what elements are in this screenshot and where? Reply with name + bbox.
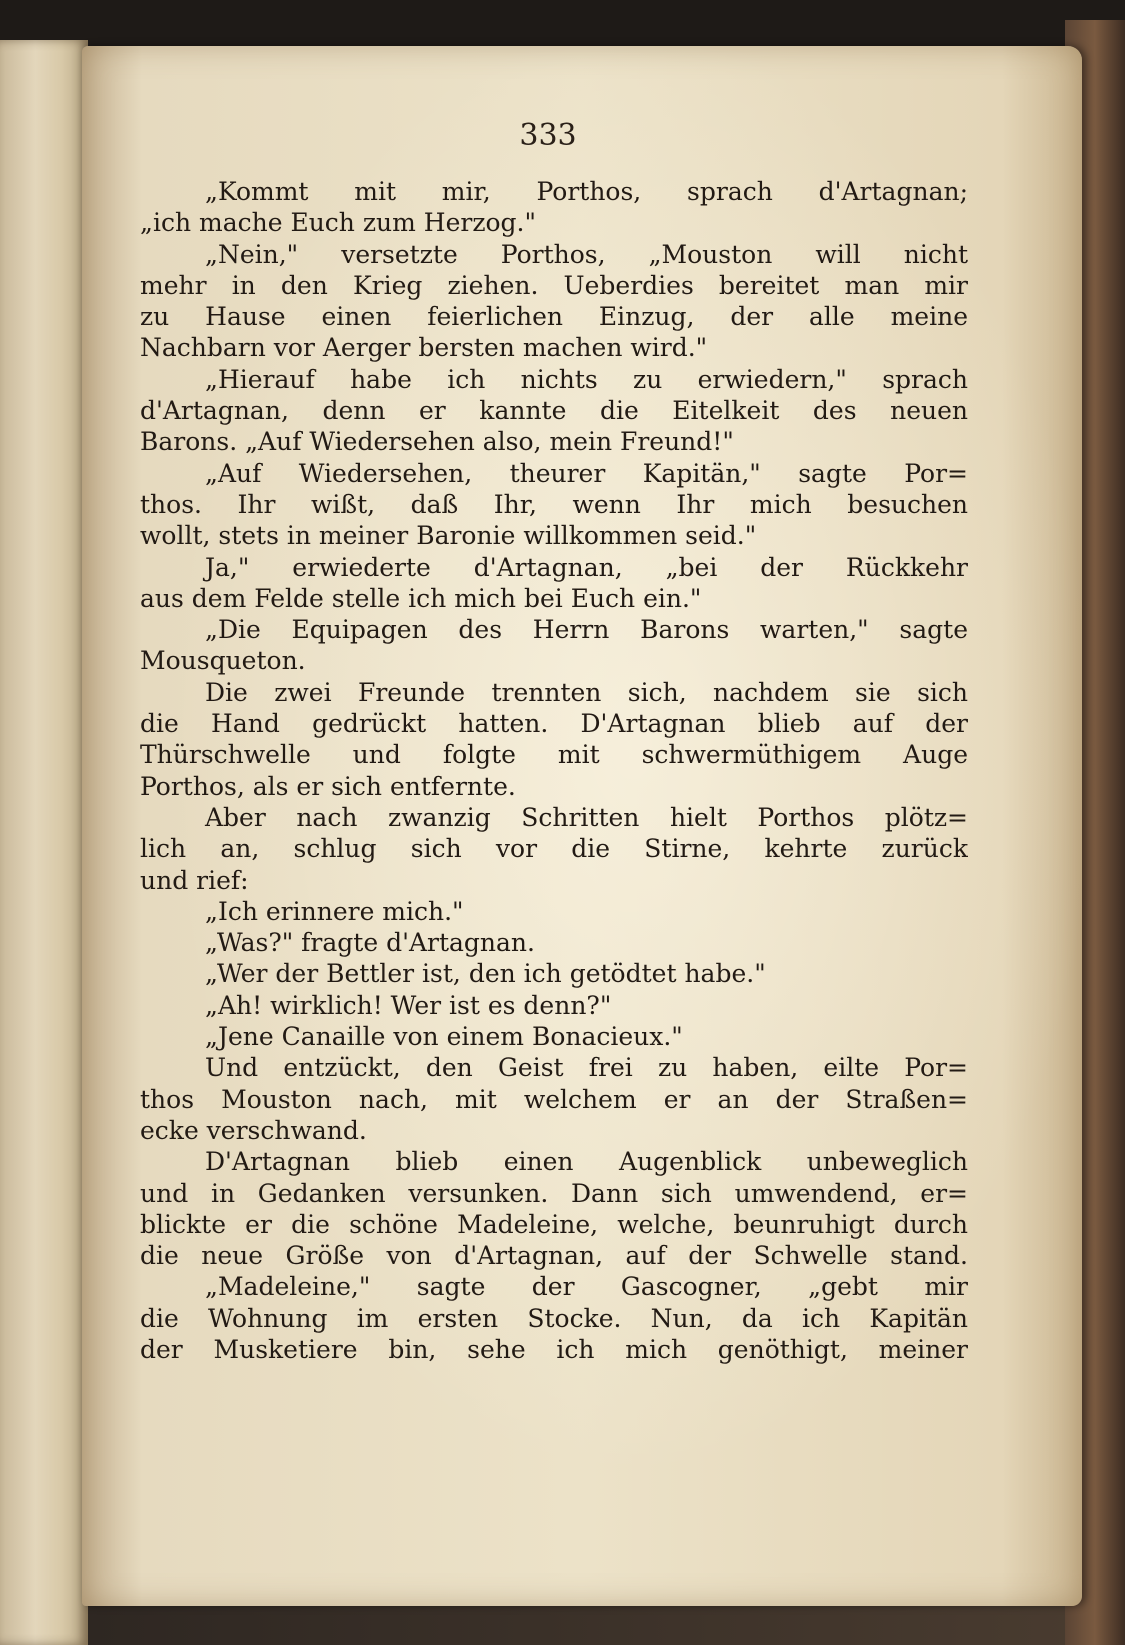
text-line: d'Artagnan, denn er kannte die Eitelkeit des neuen (140, 396, 968, 426)
page-number: 333 (519, 118, 577, 153)
text-line: „ich mache Euch zum Herzog." (140, 208, 536, 238)
text-line: „Kommt mit mir, Porthos, sprach d'Artagnan; (205, 177, 968, 206)
text-line: „Wer der Bettler ist, den ich getödtet habe." (205, 959, 766, 989)
text-line: „Hierauf habe ich nichts zu erwiedern," sprach (205, 364, 968, 394)
text-line: ecke verschwand. (140, 1115, 367, 1145)
text-line: „Nein," versetzte Porthos, „Mouston will nicht (205, 239, 968, 269)
previous-page-edge (0, 40, 88, 1645)
text-line: blickte er die schöne Madeleine, welche, beunruhigt durch (140, 1209, 968, 1239)
text-line: der Musketiere bin, sehe ich mich genöthigt, meiner (140, 1334, 968, 1364)
text-line: thos. Ihr wißt, daß Ihr, wenn Ihr mich besuchen (140, 489, 968, 519)
text-line: Porthos, als er sich entfernte. (140, 771, 516, 801)
text-line: Nachbarn vor Aerger bersten machen wird." (140, 333, 708, 363)
text-line: die neue Größe von d'Artagnan, auf der Schwelle stand. (140, 1241, 968, 1271)
text-line: D'Artagnan blieb einen Augenblick unbeweglich (205, 1147, 968, 1177)
text-line: und rief: (140, 865, 249, 895)
text-line: Mousqueton. (140, 646, 306, 676)
text-line: Ja," erwiederte d'Artagnan, „bei der Rückkehr (205, 552, 968, 582)
text-line: „Ich erinnere mich." (205, 896, 464, 926)
text-line: „Madeleine," sagte der Gascogner, „gebt mir (205, 1272, 968, 1302)
text-line: Thürschwelle und folgte mit schwermüthigem Auge (140, 740, 968, 770)
text-line: Und entzückt, den Geist frei zu haben, eilte Por= (205, 1053, 968, 1083)
page-text (140, 176, 968, 1365)
text-line: „Auf Wiedersehen, theurer Kapitän," sagte Por= (205, 458, 968, 488)
text-line: thos Mouston nach, mit welchem er an der Straßen= (140, 1084, 968, 1114)
text-line: wollt, stets in meiner Baronie willkommen seid." (140, 521, 757, 551)
text-line: und in Gedanken versunken. Dann sich umwendend, er= (140, 1178, 968, 1208)
text-line: Barons. „Auf Wiedersehen also, mein Freund!" (140, 427, 734, 457)
text-line: Die zwei Freunde trennten sich, nachdem sie sich (205, 677, 968, 707)
text-line: Aber nach zwanzig Schritten hielt Porthos plötz= (205, 802, 968, 832)
text-line: aus dem Felde stelle ich mich bei Euch ein." (140, 583, 702, 613)
text-line: zu Hause einen feierlichen Einzug, der alle meine (140, 302, 968, 332)
background-top (0, 0, 1125, 48)
text-line: die Hand gedrückt hatten. D'Artagnan blieb auf der (140, 709, 968, 739)
book-page (82, 46, 1082, 1606)
text-line: „Ah! wirklich! Wer ist es denn?" (205, 990, 612, 1020)
text-line: mehr in den Krieg ziehen. Ueberdies bereitet man mir (140, 270, 968, 300)
text-line: „Was?" fragte d'Artagnan. (205, 928, 535, 958)
text-line: „Jene Canaille von einem Bonacieux." (205, 1022, 683, 1052)
text-line: lich an, schlug sich vor die Stirne, kehrte zurück (140, 834, 968, 864)
text-line: „Die Equipagen des Herrn Barons warten," sagte (205, 615, 968, 645)
text-line: die Wohnung im ersten Stocke. Nun, da ich Kapitän (140, 1303, 968, 1333)
